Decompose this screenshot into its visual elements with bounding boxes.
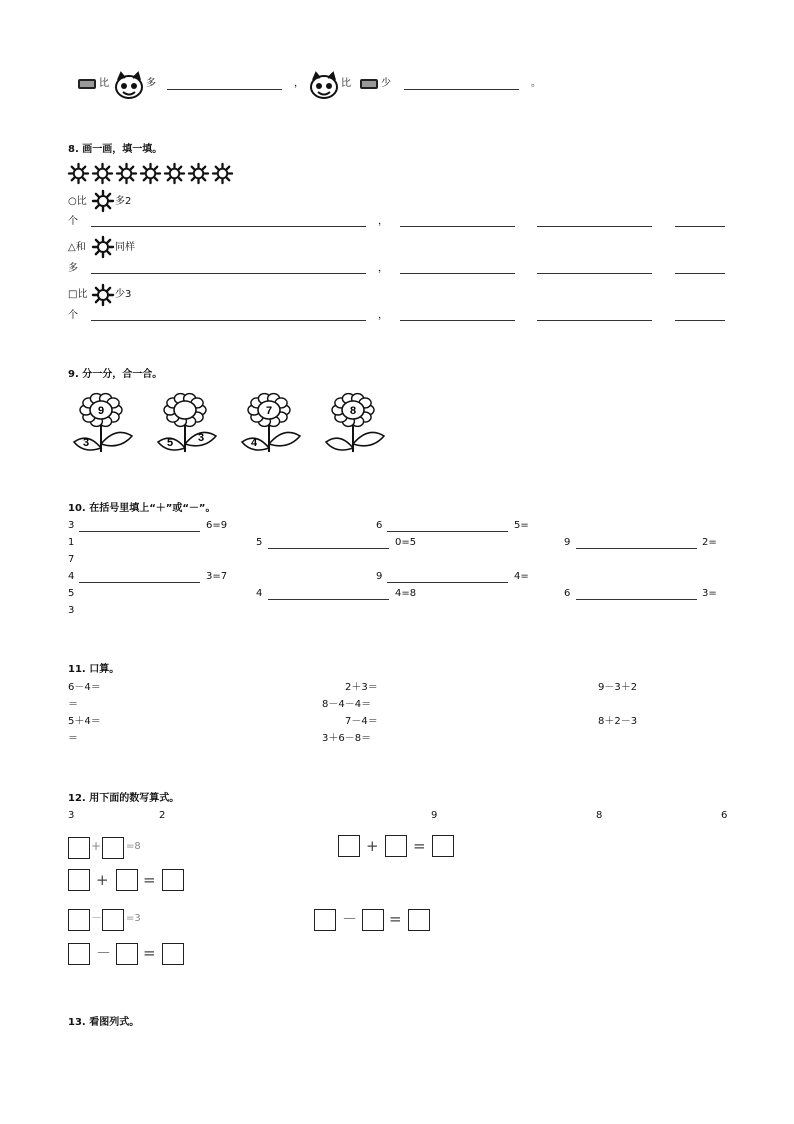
equals-sign: = — [413, 837, 426, 855]
q9-title: 9. 分一分，合一合。 — [68, 369, 163, 380]
q8-row1-suffix: 多2 — [115, 196, 132, 207]
answer-box[interactable] — [162, 869, 184, 891]
q10-item-2-a: 6 — [376, 520, 383, 531]
q8-row3-prefix: □比 — [68, 289, 88, 300]
q12-eq2: =3 — [126, 913, 141, 924]
answer-box[interactable] — [116, 869, 138, 891]
top-bi-2: 比 — [341, 78, 351, 89]
answer-box[interactable] — [408, 909, 430, 931]
cat-face-icon — [113, 72, 145, 100]
flower-icon — [66, 390, 136, 456]
q10-item-5-blank[interactable] — [576, 548, 697, 549]
top-blank-2[interactable] — [404, 89, 519, 90]
q10-item-11-b: 3= — [702, 588, 717, 599]
flower-icon — [234, 390, 304, 456]
q10-item-4-a: 5 — [256, 537, 263, 548]
q8-row2-blank-1[interactable] — [91, 273, 366, 274]
minus-sign: － — [96, 944, 112, 962]
q10-item-8-b: 4= — [514, 571, 529, 582]
q11-expr-1: 6－4＝ — [68, 682, 101, 693]
sun-icon — [140, 163, 161, 184]
q10-item-7-a: 4 — [68, 571, 75, 582]
q11-expr-10: 3＋6－8＝ — [322, 733, 372, 744]
answer-box[interactable] — [314, 909, 336, 931]
q10-item-7-b: 3=7 — [206, 571, 228, 582]
q11-title: 11. 口算。 — [68, 664, 120, 675]
q12-minus-small: － — [91, 911, 102, 924]
sun-icon — [212, 163, 233, 184]
q12-eq1: =8 — [126, 841, 141, 852]
q12-title: 12. 用下面的数写算式。 — [68, 793, 180, 804]
q10-item-3-a: 1 — [68, 537, 75, 548]
plus-sign: + — [96, 871, 109, 889]
flower-right: 3 — [197, 432, 205, 444]
q13-title: 13. 看图列式。 — [68, 1017, 140, 1028]
q10-item-11-blank[interactable] — [576, 599, 697, 600]
q12-number-3: 9 — [431, 810, 438, 821]
q8-title: 8. 画一画，填一填。 — [68, 144, 163, 155]
plus-sign: + — [366, 837, 379, 855]
q10-item-7-blank[interactable] — [79, 582, 200, 583]
flower-left: 5 — [166, 437, 174, 449]
flower-top: 9 — [97, 405, 105, 417]
q8-row3-suffix: 少3 — [115, 289, 132, 300]
top-bi-1: 比 — [99, 78, 109, 89]
sun-icon — [92, 190, 114, 212]
flower-top: 8 — [349, 405, 357, 417]
q8-row1-blank-1[interactable] — [91, 226, 366, 227]
flower-left: 4 — [250, 437, 258, 449]
q8-row2-blank-2[interactable] — [400, 273, 515, 274]
cat-face-icon — [308, 72, 340, 100]
q10-item-8-blank[interactable] — [387, 582, 508, 583]
top-blank-1[interactable] — [167, 89, 282, 90]
q10-item-5-b: 2= — [702, 537, 717, 548]
q10-item-1-b: 6=9 — [206, 520, 228, 531]
q10-item-12-a: 3 — [68, 605, 75, 616]
q10-item-9-a: 5 — [68, 588, 75, 599]
top-duo: 多 — [146, 78, 156, 89]
q10-item-2-b: 5= — [514, 520, 529, 531]
q8-row3-blank-2[interactable] — [400, 320, 515, 321]
q11-expr-9: ＝ — [68, 733, 78, 744]
answer-box[interactable] — [68, 869, 90, 891]
minus-sign: － — [342, 910, 358, 928]
q8-row2-unit: 多 — [68, 263, 78, 274]
q8-row2-prefix: △和 — [68, 242, 86, 253]
q8-row1-comma: ， — [378, 216, 388, 227]
flower-top: 7 — [265, 405, 273, 417]
q10-item-2-blank[interactable] — [387, 531, 508, 532]
q8-row3-unit: 个 — [68, 310, 78, 321]
answer-box[interactable] — [116, 943, 138, 965]
q11-expr-2: 2＋3＝ — [345, 682, 378, 693]
flower-icon — [150, 390, 220, 456]
top-period: 。 — [531, 78, 541, 89]
flower-left: 3 — [82, 437, 90, 449]
answer-box[interactable] — [102, 909, 124, 931]
sun-row — [68, 163, 238, 183]
q8-row2-suffix: 同样 — [115, 242, 135, 253]
q11-expr-3: 9－3＋2 — [598, 682, 638, 693]
q8-row1-unit: 个 — [68, 216, 78, 227]
sun-icon — [68, 163, 89, 184]
answer-box[interactable] — [162, 943, 184, 965]
equals-sign: = — [143, 871, 156, 889]
q12-plus-small: + — [91, 839, 102, 853]
q8-row3-blank-3[interactable] — [537, 320, 652, 321]
q10-item-1-a: 3 — [68, 520, 75, 531]
equals-sign: = — [389, 910, 402, 928]
q10-item-10-blank[interactable] — [268, 599, 389, 600]
q12-number-2: 2 — [159, 810, 166, 821]
q10-item-10-b: 4=8 — [395, 588, 417, 599]
sun-icon — [92, 163, 113, 184]
equals-sign: = — [143, 944, 156, 962]
answer-box[interactable] — [432, 835, 454, 857]
q10-item-11-a: 6 — [564, 588, 571, 599]
top-comma: ， — [294, 78, 304, 89]
q8-row3-comma: ， — [378, 310, 388, 321]
q8-row2-blank-4[interactable] — [675, 273, 725, 274]
sun-icon — [116, 163, 137, 184]
q11-expr-8: 8＋2－3 — [598, 716, 638, 727]
q8-row1-blank-4[interactable] — [675, 226, 725, 227]
sun-icon — [164, 163, 185, 184]
q12-number-5: 6 — [721, 810, 728, 821]
sign-icon — [358, 77, 380, 91]
q10-item-1-blank[interactable] — [79, 531, 200, 532]
answer-box[interactable] — [68, 943, 90, 965]
sun-icon — [92, 236, 114, 258]
q8-row3-blank-4[interactable] — [675, 320, 725, 321]
q8-row3-blank-1[interactable] — [91, 320, 366, 321]
sign-icon — [76, 77, 98, 91]
q8-row1-prefix: ○比 — [68, 196, 87, 207]
q8-row2-comma: ， — [378, 263, 388, 274]
flower-icon — [318, 390, 388, 456]
q12-number-1: 3 — [68, 810, 75, 821]
q10-item-4-b: 0=5 — [395, 537, 417, 548]
q11-expr-6: 5＋4＝ — [68, 716, 101, 727]
answer-box[interactable] — [102, 837, 124, 859]
q10-item-6-a: 7 — [68, 554, 75, 565]
answer-box[interactable] — [68, 837, 90, 859]
sun-icon — [92, 284, 114, 306]
q10-item-8-a: 9 — [376, 571, 383, 582]
q11-expr-4: ＝ — [68, 699, 78, 710]
q11-expr-7: 7－4＝ — [345, 716, 378, 727]
top-shao: 少 — [381, 78, 391, 89]
q8-row2-blank-3[interactable] — [537, 273, 652, 274]
q10-title: 10. 在括号里填上“＋”或“－”。 — [68, 503, 216, 514]
q8-row1-blank-3[interactable] — [537, 226, 652, 227]
q12-number-4: 8 — [596, 810, 603, 821]
flower-row — [66, 390, 406, 456]
sun-icon — [188, 163, 209, 184]
answer-box[interactable] — [362, 909, 384, 931]
answer-box[interactable] — [338, 835, 360, 857]
q10-item-10-a: 4 — [256, 588, 263, 599]
answer-box[interactable] — [385, 835, 407, 857]
answer-box[interactable] — [68, 909, 90, 931]
q10-item-5-a: 9 — [564, 537, 571, 548]
q11-expr-5: 8－4－4＝ — [322, 699, 372, 710]
q10-item-4-blank[interactable] — [268, 548, 389, 549]
q8-row1-blank-2[interactable] — [400, 226, 515, 227]
